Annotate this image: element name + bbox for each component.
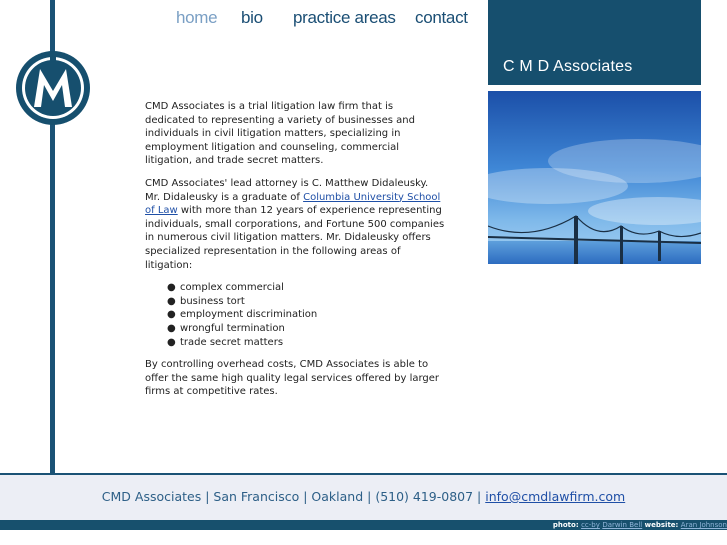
license-link[interactable]: cc-by (581, 521, 600, 529)
bullet-icon: ● (167, 309, 176, 321)
list-item-text: complex commercial (180, 282, 284, 294)
footer-text: CMD Associates | San Francisco | Oakland | (510) 419-0807 | (101, 489, 486, 504)
nav-home-link[interactable]: home (176, 8, 218, 27)
credits-text (553, 520, 727, 530)
nav-bio-link[interactable]: bio (241, 8, 263, 27)
credits-bar (0, 520, 727, 530)
bullet-icon: ● (167, 282, 176, 294)
photo-label: photo: (552, 521, 582, 529)
list-item (167, 308, 445, 322)
list-item-text: employment discrimination (180, 309, 318, 321)
main-content (145, 100, 445, 408)
brand-name: C M D Associates (503, 58, 633, 75)
brand-banner (488, 0, 701, 85)
cmd-logo-icon[interactable] (14, 49, 92, 127)
columbia-law-link[interactable]: Columbia University School of Law (145, 191, 441, 217)
bullet-icon: ● (167, 295, 176, 307)
attorney-text-end: with more than 12 years of experience representing individuals, small corporations, and Fortune 500 companies in numerous civil litigation matters. Mr. Didaleusky offers specialized representation in the following areas of litigation: (145, 205, 445, 271)
attorney-text-start: CMD Associates' lead attorney is C. Matthew Didaleusky. Mr. Didaleusky is a graduate of (145, 177, 429, 203)
list-item (167, 281, 445, 295)
practice-list (145, 281, 445, 349)
intro-paragraph: CMD Associates is a trial litigation law firm that is dedicated to representing a variety of businesses and individuals in civil litigation matters, specializing in employment litigation and counseling, commercial litigation, and trade secret matters. (145, 101, 415, 167)
footer (0, 473, 727, 520)
list-item-text: trade secret matters (180, 336, 284, 348)
bullet-icon: ● (167, 322, 176, 334)
nav-contact-link[interactable]: contact (415, 8, 468, 27)
bullet-icon: ● (167, 336, 176, 348)
closing-paragraph: By controlling overhead costs, CMD Associates is able to offer the same high quality legal services offered by larger firms at competitive rates. (145, 359, 440, 398)
photographer-link[interactable]: Darwin Bell (602, 521, 643, 529)
author-link[interactable]: Aran Johnson (680, 521, 727, 529)
list-item-text: business tort (180, 295, 245, 307)
attorney-paragraph (145, 177, 445, 272)
list-item (167, 336, 445, 350)
nav-practice-areas-link[interactable]: practice areas (293, 8, 396, 27)
list-item (167, 322, 445, 336)
list-item-text: wrongful termination (180, 322, 285, 334)
website-label: website: (642, 521, 681, 529)
footer-contact-line (0, 489, 727, 504)
bay-bridge-photo (488, 91, 701, 264)
footer-email-link[interactable]: info@cmdlawfirm.com (485, 489, 626, 504)
list-item (167, 295, 445, 309)
